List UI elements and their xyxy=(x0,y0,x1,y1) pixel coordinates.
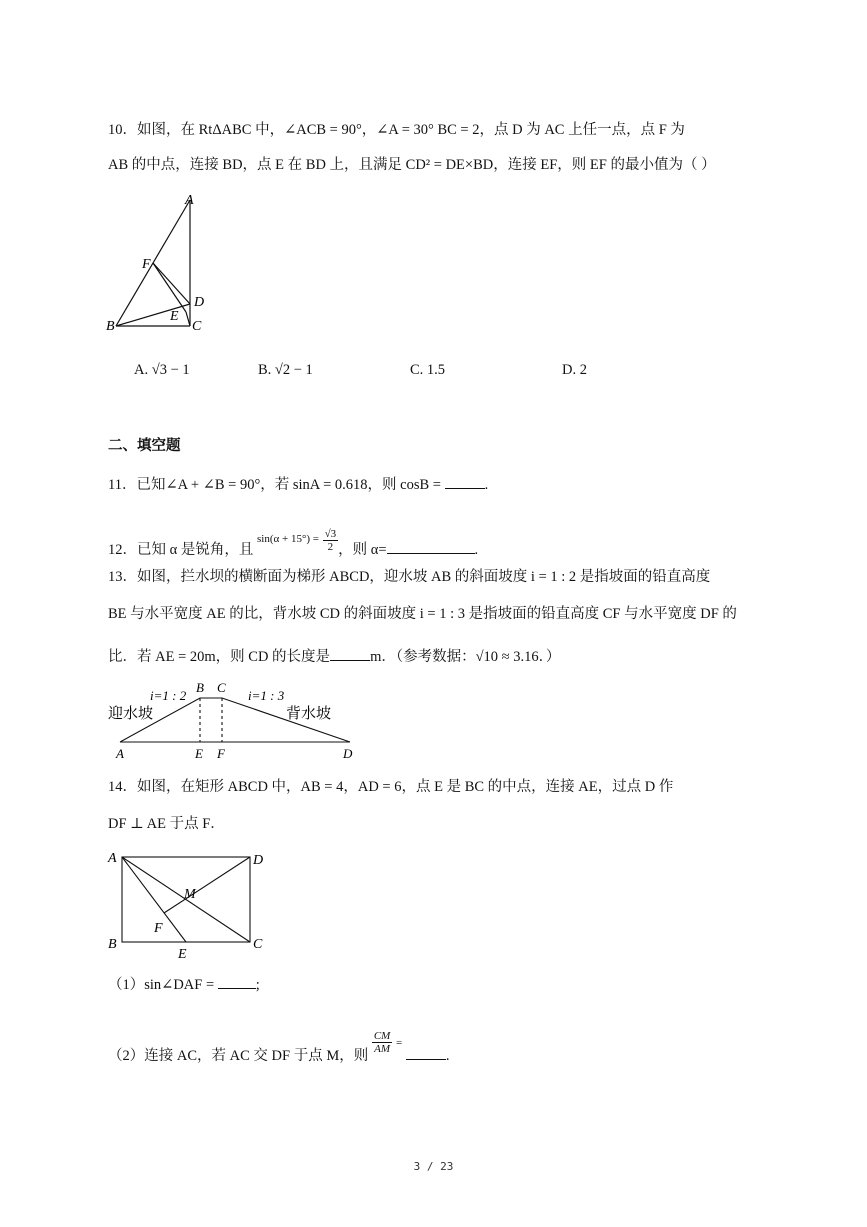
label-A: A xyxy=(108,851,117,866)
slope-label-2: i=1 : 3 xyxy=(248,688,285,703)
label-M: M xyxy=(184,887,196,902)
label-B: B xyxy=(108,937,117,952)
label-E: E xyxy=(195,746,203,761)
edge-FD xyxy=(153,263,190,304)
label-C: C xyxy=(253,937,263,952)
slope-label-1: i=1 : 2 xyxy=(150,688,187,703)
page-number: 3 / 23 xyxy=(413,1160,454,1173)
label-A: A xyxy=(185,193,194,208)
q12: 12．已知 α 是锐角，且 $^{sin(\alpha + 15^\circ) =}$ $\frac{√3}{2}$ ，则 α= . xyxy=(108,528,479,558)
q13-line2: BE 与水平宽度 AE 的比，背水坡 CD 的斜面坡度 i = 1 : 3 是指坡面的铅直高度 CF 与水平宽度 DF 的 xyxy=(108,606,737,622)
label-D: D xyxy=(194,295,205,310)
q10-option-d: D. 2 xyxy=(562,362,587,378)
q14-figure xyxy=(100,846,280,962)
left-slope-name: 迎水坡 xyxy=(108,704,154,722)
q14-fraction: $\frac{CM}{AM}$ xyxy=(373,1030,391,1055)
segment-DF xyxy=(164,857,250,913)
q14-part1: （1）sin∠DAF = ; xyxy=(108,974,260,995)
q14-line2: DF ⊥ AE 于点 F． xyxy=(108,816,225,832)
label-B: B xyxy=(196,680,204,695)
edge-EC xyxy=(186,312,190,326)
label-E: E xyxy=(170,309,179,324)
q13-line3: 比．若 AE = 20m，则 CD 的长度是 m．（参考数据：√10 ≈ 3.16．） xyxy=(108,646,560,667)
label-A: A xyxy=(116,746,124,761)
q12-fraction: $\frac{√3}{2}$ xyxy=(324,528,337,553)
label-E: E xyxy=(178,947,187,962)
right-slope-name: 背水坡 xyxy=(286,704,332,722)
label-F: F xyxy=(154,921,163,936)
q10-line1: 10．如图，在 RtΔABC 中，∠ACB = 90°，∠A = 30° BC = 2，点 D 为 AC 上任一点，点 F 为 xyxy=(108,122,685,138)
label-F: F xyxy=(217,746,225,761)
label-D: D xyxy=(343,746,353,761)
q13-figure xyxy=(100,678,370,764)
q13-line1: 13．如图，拦水坝的横断面为梯形 ABCD，迎水坡 AB 的斜面坡度 i = 1 : 2 是指坡面的铅直高度 xyxy=(108,569,711,585)
q11: 11．已知∠A + ∠B = 90°，若 sinA = 0.618，则 cosB = . xyxy=(108,474,488,495)
q10-option-c: C. 1.5 xyxy=(410,362,446,378)
q10-line2: AB 的中点，连接 BD，点 E 在 BD 上，且满足 CD² = DE×BD，连接 EF，则 EF 的最小值为（ ） xyxy=(108,157,716,173)
label-D: D xyxy=(253,853,264,868)
q10-figure xyxy=(100,190,220,340)
label-C: C xyxy=(217,680,226,695)
edge-FE xyxy=(153,263,186,312)
section-title: 二、填空题 xyxy=(108,438,181,454)
q10-option-b: B. √2 − 1 xyxy=(258,362,313,378)
q14-part2: （2）连接 AC，若 AC 交 DF 于点 M，则 $\frac{CM}{AM}$ = . xyxy=(108,1030,450,1064)
label-B: B xyxy=(106,319,115,334)
label-C: C xyxy=(192,319,202,334)
q14-line1: 14．如图，在矩形 ABCD 中，AB = 4，AD = 6，点 E 是 BC 的中点，连接 AE，过点 D 作 xyxy=(108,779,674,795)
label-F: F xyxy=(142,257,151,272)
q10-option-a: A. √3 − 1 xyxy=(134,362,190,378)
